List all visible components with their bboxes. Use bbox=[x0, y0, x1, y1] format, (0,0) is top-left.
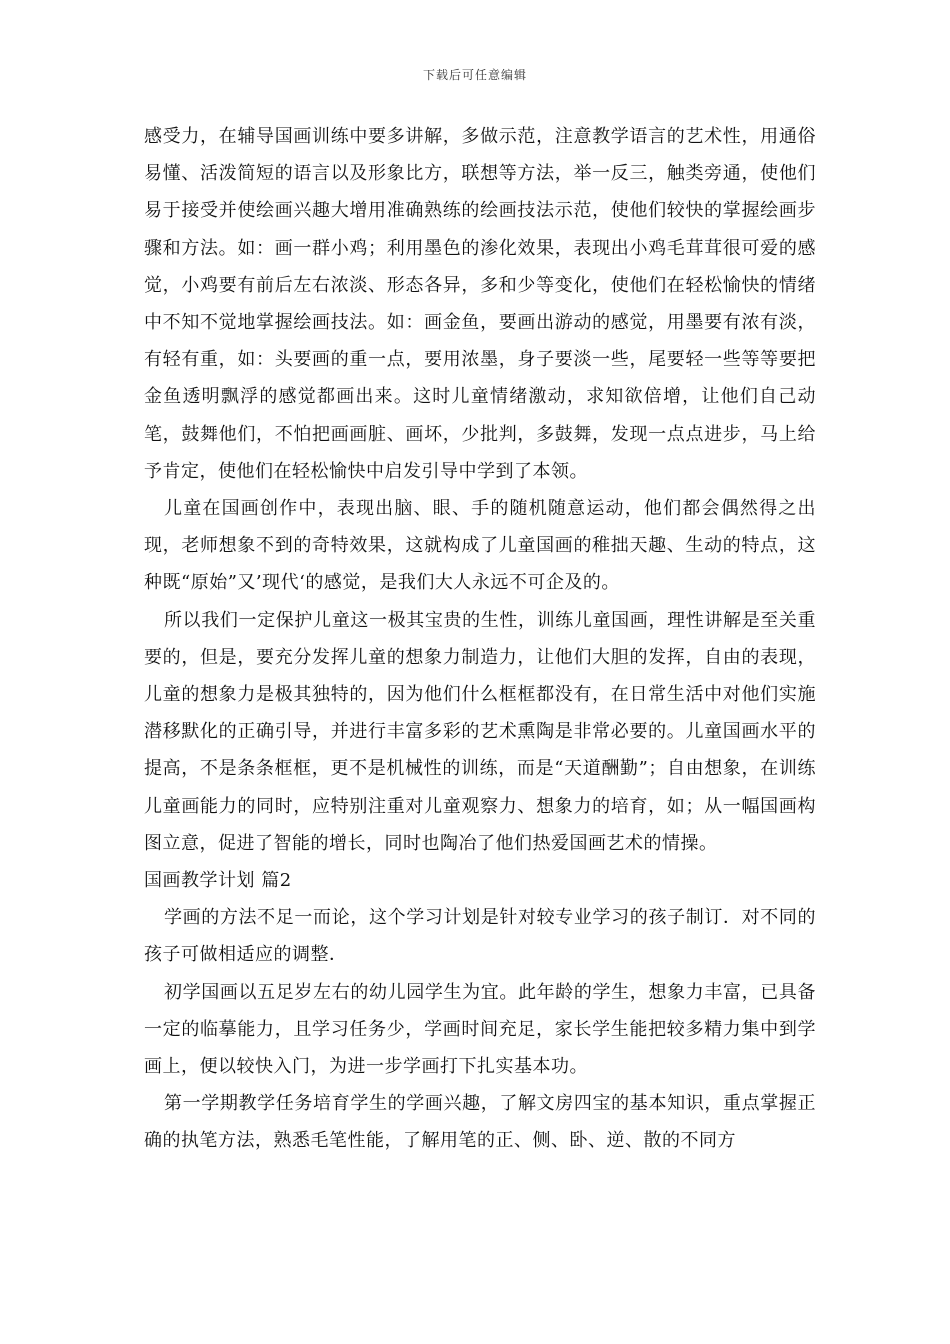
paragraph-3: 所以我们一定保护儿童这一极其宝贵的生性，训练儿童国画，理性讲解是至关重要的，但是，要充分发挥儿童的想象力制造力，让他们大胆的发挥，自由的表现，儿童的想象力是极其独特的，因为他们什么框框都没有，在日常生活中对他们实施潜移默化的正确引导，并进行丰富多彩的艺术熏陶是非常必要的。儿童国画水平的提高，不是条条框框，更不是机械性的训练，而是“天道酬勤”；自由想象，在训练儿童画能力的同时，应特别注重对儿童观察力、想象力的培育，如；从一幅国画构图立意，促进了智能的增长，同时也陶冶了他们热爱国画艺术的情操。 bbox=[144, 609, 816, 854]
paragraph-5: 初学国画以五足岁左右的幼儿园学生为宜。此年龄的学生，想象力丰富，已具备一定的临摹能力，且学习任务少，学画时间充足，家长学生能把较多精力集中到学画上，便以较快入门，为进一步学画打下扎实基本功。 bbox=[144, 981, 816, 1078]
paragraph-4: 学画的方法不足一而论，这个学习计划是针对较专业学习的孩子制订．对不同的孩子可做相适应的调整． bbox=[144, 907, 816, 966]
section-title: 国画教学计划 篇2 bbox=[144, 870, 292, 892]
paragraph-1: 感受力，在辅导国画训练中要多讲解，多做示范，注意教学语言的艺术性，用通俗易懂、活泼简短的语言以及形象比方，联想等方法，举一反三，触类旁通，使他们易于接受并使绘画兴趣大增用准确熟练的绘画技法示范，使他们较快的掌握绘画步骤和方法。如：画一群小鸡；利用墨色的渗化效果，表现出小鸡毛茸茸很可爱的感觉，小鸡要有前后左右浓淡、形态各异，多和少等变化，使他们在轻松愉快的情绪中不知不觉地掌握绘画技法。如：画金鱼，要画出游动的感觉，用墨要有浓有淡，有轻有重，如：头要画的重一点，要用浓墨，身子要淡一些，尾要轻一些等等要把金鱼透明飘浮的感觉都画出来。这时儿童情绪激动，求知欲倍增，让他们自己动笔，鼓舞他们，不怕把画画脏、画坏，少批判，多鼓舞，发现一点点进步，马上给予肯定，使他们在轻松愉快中启发引导中学到了本领。 bbox=[144, 126, 816, 482]
page-header: 下载后可任意编辑 bbox=[422, 68, 527, 82]
paragraph-2: 儿童在国画创作中，表现出脑、眼、手的随机随意运动，他们都会偶然得之出现，老师想象不到的奇特效果，这就构成了儿童国画的稚拙天趣、生动的特点，这种既“原始”又’现代‘的感觉，是我们大人永远不可企及的。 bbox=[144, 498, 816, 594]
paragraph-6: 第一学期教学任务培育学生的学画兴趣，了解文房四宝的基本知识，重点掌握正确的执笔方法，熟悉毛笔性能，了解用笔的正、侧、卧、逆、散的不同方 bbox=[144, 1093, 816, 1152]
document-body bbox=[144, 118, 816, 1160]
